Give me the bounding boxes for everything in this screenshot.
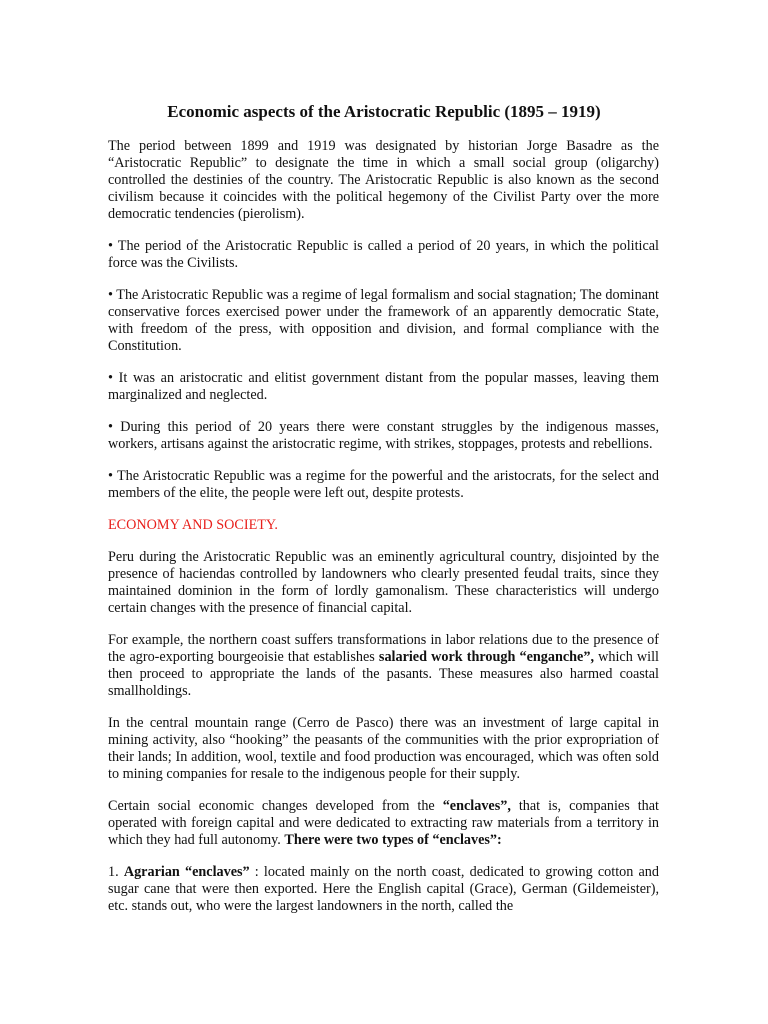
document-title: Economic aspects of the Aristocratic Republic (1895 – 1919): [167, 102, 601, 121]
text-run: Certain social economic changes developed from the: [108, 798, 443, 814]
bold-text: Agrarian “enclaves”: [123, 864, 250, 880]
bullet-paragraph: • The period of the Aristocratic Republic is called a period of 20 years, in which the political force was the Civilists.: [108, 238, 659, 271]
bold-text: salaried work through “enganche”,: [378, 649, 594, 665]
agrarian-enclaves-paragraph: [108, 864, 659, 915]
bullet-paragraph: • It was an aristocratic and elitist government distant from the popular masses, leaving them marginalized and neglected.: [108, 370, 659, 403]
enclaves-paragraph: [108, 798, 659, 849]
bullet-paragraph: • The Aristocratic Republic was a regime for the powerful and the aristocrats, for the select and members of the elite, the people were left out, despite protests.: [108, 468, 659, 501]
intro-paragraph: The period between 1899 and 1919 was designated by historian Jorge Basadre as the “Aristocratic Republic” to designate the time in which a small social group (oligarchy) controlled the destinies of the country. The Aristocratic Republic is also known as the second civilism because it coincides with the political hegemony of the Civilist Party over the more democratic tendencies (pierolism).: [108, 138, 659, 222]
bold-text: “enclaves”,: [442, 798, 511, 814]
bold-text: There were two types of “enclaves”:: [284, 832, 502, 848]
northern-coast-paragraph: [108, 632, 659, 700]
peru-paragraph: Peru during the Aristocratic Republic was an eminently agricultural country, disjointed by the presence of haciendas controlled by landowners who clearly presented feudal traits, since they maintained dominion in the form of lordly gamonalism. These characteristics will undergo certain changes with the presence of financial capital.: [108, 549, 659, 616]
section-heading: ECONOMY AND SOCIETY.: [108, 517, 278, 533]
text-run: : located mainly on the north coast, dedicated to growing cotton and sugar cane that were then exported. Here the English capital (Grace), German (Gildemeister), etc. stands out, who were the largest landowners in the north, called the: [108, 864, 659, 914]
bullet-paragraph: • The Aristocratic Republic was a regime of legal formalism and social stagnation; The dominant conservative forces exercised power under the framework of an apparently democratic State, with freedom of the press, with opposition and division, and formal compliance with the Constitution.: [108, 287, 659, 354]
text-run: which will then proceed to appropriate the lands of the pasants. These measures also harmed coastal smallholdings.: [108, 649, 659, 699]
document-body: [108, 138, 659, 930]
list-number: 1.: [108, 864, 124, 880]
bullet-paragraph: • During this period of 20 years there were constant struggles by the indigenous masses, workers, artisans against the aristocratic regime, with strikes, stoppages, protests and rebellions.: [108, 419, 659, 452]
text-run: For example, the northern coast suffers transformations in labor relations due to the presence of the agro-exporting bourgeoisie that establishes: [108, 632, 659, 665]
central-mountain-paragraph: In the central mountain range (Cerro de Pasco) there was an investment of large capital in mining activity, also “hooking” the peasants of the communities with the prior expropriation of their lands; In addition, wool, textile and food production was encouraged, which was often sold to mining companies for resale to the indigenous people for their supply.: [108, 715, 659, 782]
text-run: that is, companies that operated with foreign capital and were dedicated to extracting raw materials from a territory in which they had full autonomy.: [108, 798, 659, 848]
